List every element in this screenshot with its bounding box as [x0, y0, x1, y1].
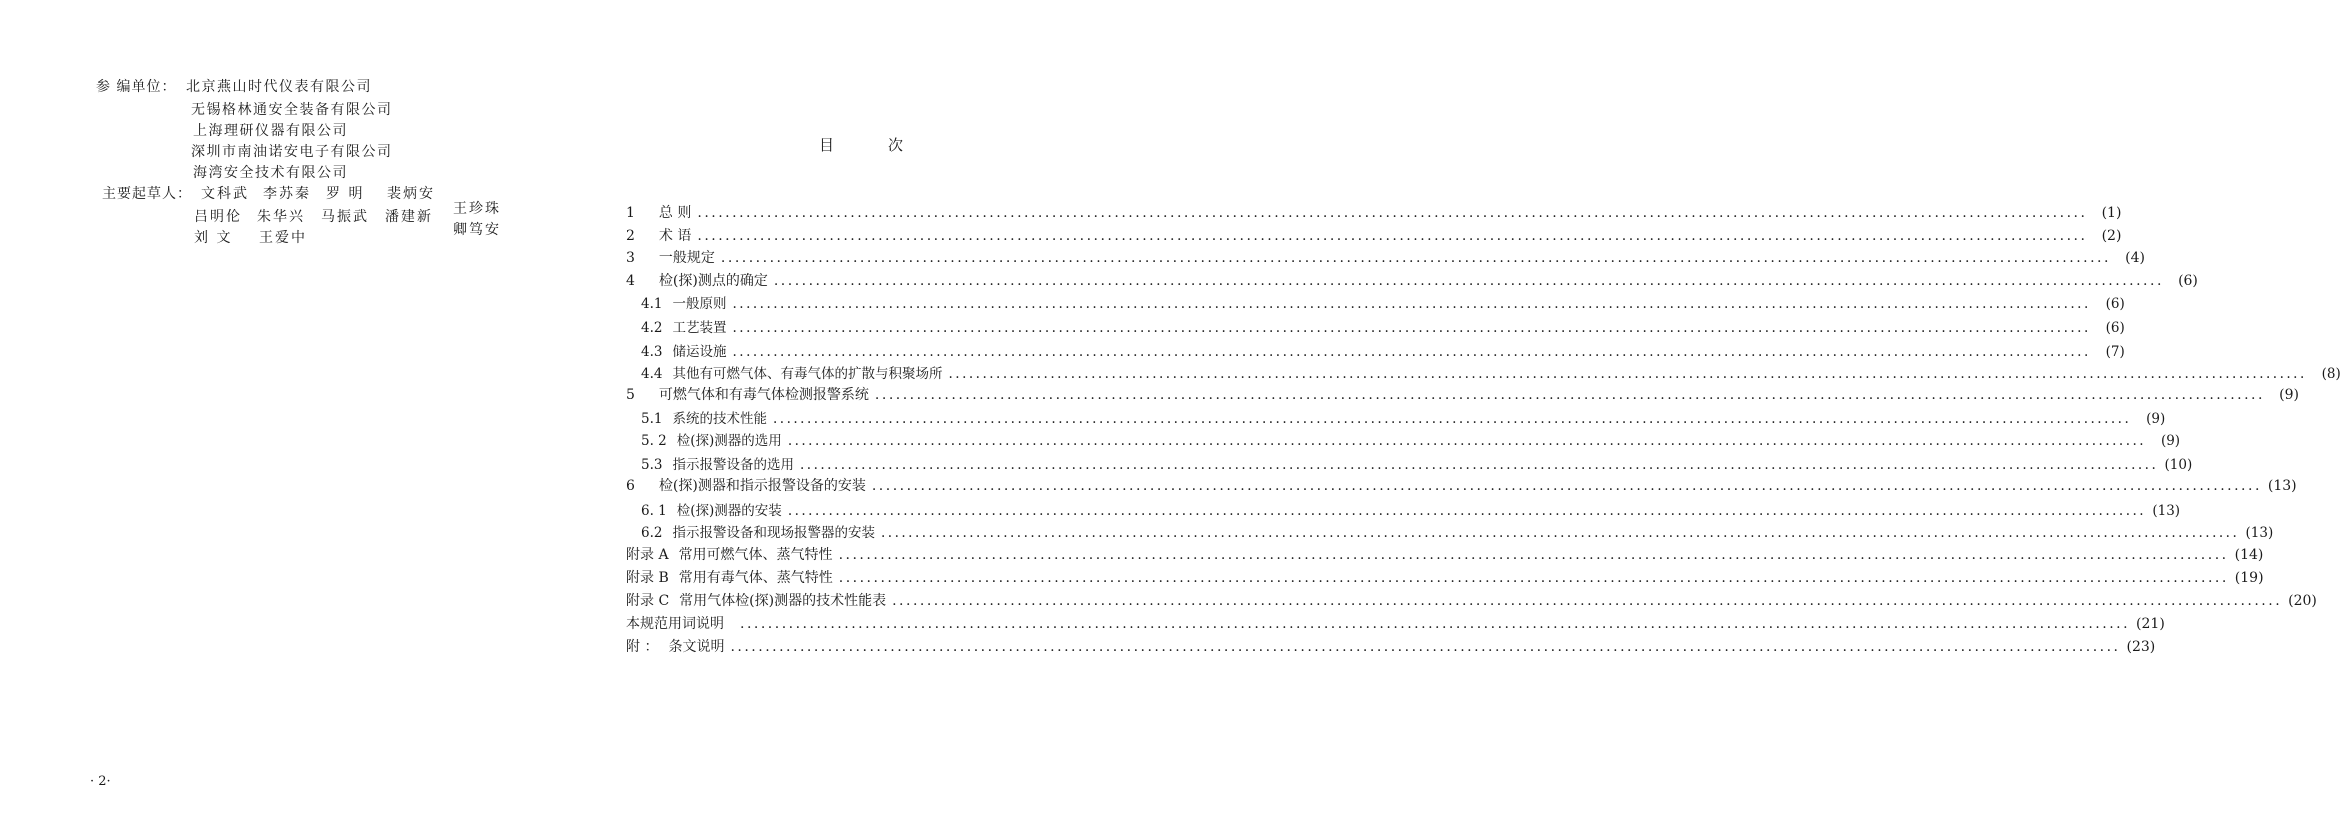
toc-entry-page: (23): [2126, 639, 2156, 655]
toc-leader-dots: ........................................................................................................................................................................................................: [772, 411, 2132, 427]
toc-entry[interactable]: [641, 429, 2181, 449]
toc-leader-dots: ........................................................................................................................................................................................................: [732, 296, 2091, 312]
toc-entry-number: 6. 1: [641, 503, 667, 519]
toc-entry-title: 常用可燃气体、蒸气特性: [678, 547, 833, 563]
toc-entry-title: 一般规定: [658, 250, 715, 266]
toc-entry-page: (9): [2146, 411, 2166, 427]
toc-entry-page: (1): [2101, 205, 2122, 221]
toc-leader-dots: ........................................................................................................................................................................................................: [948, 366, 2307, 382]
toc-title-right: 次: [888, 136, 904, 154]
toc-entry[interactable]: [641, 340, 2125, 360]
toc-entry-page: (6): [2178, 273, 2198, 289]
toc-entry[interactable]: [641, 407, 2166, 427]
toc-entry[interactable]: [626, 544, 2264, 564]
drafter-name: 朱华兴: [257, 209, 305, 225]
drafter-name: 李苏秦: [263, 186, 311, 202]
toc-entry-number: 6.2: [641, 525, 663, 541]
toc-leader-dots: ........................................................................................................................................................................................................: [720, 250, 2111, 266]
toc-leader-dots: ........................................................................................................................................................................................................: [787, 433, 2147, 449]
toc-entry-title: 总 则: [658, 205, 692, 221]
page-number: · 2·: [90, 774, 111, 789]
toc-leader-dots: ........................................................................................................................................................................................................: [787, 503, 2147, 519]
toc-entry-title: 常用有毒气体、蒸气特性: [678, 570, 833, 586]
toc-entry-page: (13): [2152, 503, 2181, 519]
participating-unit: 无锡格林通安全装备有限公司: [191, 102, 393, 118]
toc-entry[interactable]: [626, 270, 2198, 290]
toc-leader-dots: ........................................................................................................................................................................................................: [799, 457, 2159, 473]
toc-entry-number: 4: [626, 273, 635, 289]
toc-entry-number: 6: [626, 478, 635, 494]
toc-entry-page: (6): [2105, 320, 2125, 336]
toc-entry-page: (10): [2164, 457, 2193, 473]
toc-entry-title: 指示报警设备和现场报警器的安装: [672, 525, 875, 541]
drafter-name: 刘 文: [194, 230, 233, 246]
toc-leader-dots: ........................................................................................................................................................................................................: [732, 344, 2091, 360]
toc-entry[interactable]: [641, 292, 2125, 312]
participating-unit: 海湾安全技术有限公司: [193, 165, 348, 181]
toc-entry-title: 一般原则: [672, 296, 727, 312]
toc-entry-number: 1: [626, 205, 635, 221]
drafter-name: 潘建新: [385, 209, 433, 225]
toc-entry-page: (7): [2105, 344, 2125, 360]
drafter-name: 马振武: [321, 209, 369, 225]
toc-entry-title: 常用气体检(探)测器的技术性能表: [679, 593, 887, 609]
participating-unit: 深圳市南油诺安电子有限公司: [191, 144, 393, 160]
toc-entry-number: 附录 B: [626, 570, 669, 586]
toc-entry-page: (19): [2234, 570, 2264, 586]
drafter-name: 王爱中: [259, 230, 307, 246]
toc-entry[interactable]: [626, 247, 2145, 267]
toc-entry-number: 4.4: [641, 366, 663, 382]
toc-title-left: 目: [819, 136, 835, 154]
toc-entry[interactable]: [641, 362, 2341, 382]
toc-entry-number: 本规范用词说明: [626, 616, 724, 632]
toc-entry-number: 5: [626, 387, 635, 403]
toc-entry-number: 4.2: [641, 320, 663, 336]
toc-entry[interactable]: [626, 567, 2264, 587]
toc-entry-page: (2): [2101, 228, 2122, 244]
drafter-name: 吕明伦: [194, 209, 242, 225]
toc-entry-number: 5.3: [641, 457, 663, 473]
toc-entry[interactable]: [626, 475, 2297, 495]
toc-entry-number: 附 ：: [626, 639, 659, 655]
toc-entry[interactable]: [626, 590, 2317, 610]
participating-unit: 北京燕山时代仪表有限公司: [186, 79, 372, 95]
toc-entry-title: 可燃气体和有毒气体检测报警系统: [658, 387, 869, 403]
toc-entry-page: (8): [2321, 366, 2341, 382]
toc-entry-title: 条文说明: [668, 639, 725, 655]
toc-entry-page: (6): [2105, 296, 2125, 312]
main-drafters-label: 主要起草人：: [102, 186, 192, 202]
toc-entry[interactable]: [626, 225, 2122, 245]
toc-leader-dots: ........................................................................................................................................................................................................: [874, 387, 2265, 403]
drafter-name: 罗 明: [326, 186, 365, 202]
toc-entry-title: 系统的技术性能: [672, 411, 767, 427]
toc-entry[interactable]: [626, 202, 2122, 222]
toc-leader-dots: ........................................................................................................................................................................................................: [773, 273, 2164, 289]
toc-entry-title: 术 语: [658, 228, 692, 244]
toc-title: [819, 134, 903, 155]
toc-entry-title: 检(探)测点的确定: [658, 273, 768, 289]
toc-entry-title: 其他有可燃气体、有毒气体的扩散与积聚场所: [672, 366, 943, 382]
toc-entry[interactable]: [641, 453, 2193, 473]
toc-entry[interactable]: [626, 384, 2299, 404]
toc-entry[interactable]: [626, 613, 2165, 633]
toc-entry-number: 附录 A: [626, 547, 669, 563]
drafter-name: 文科武: [201, 186, 249, 202]
participating-unit: 上海理研仪器有限公司: [193, 123, 348, 139]
toc-leader-dots: ........................................................................................................................................................................................................: [697, 205, 2088, 221]
toc-leader-dots: ........................................................................................................................................................................................................: [838, 570, 2229, 586]
toc-entry[interactable]: [641, 499, 2181, 519]
toc-entry-number: 附录 C: [626, 593, 670, 609]
drafter-name: 卿笃安: [453, 222, 501, 238]
toc-entry-number: 5. 2: [641, 433, 667, 449]
drafter-name: 裴炳安: [387, 186, 435, 202]
toc-entry-number: 5.1: [641, 411, 663, 427]
toc-leader-dots: ........................................................................................................................................................................................................: [740, 616, 2131, 632]
toc-entry-page: (21): [2136, 616, 2165, 632]
toc-entry[interactable]: [626, 636, 2156, 656]
toc-entry-page: (13): [2245, 525, 2274, 541]
toc-leader-dots: ........................................................................................................................................................................................................: [732, 320, 2091, 336]
toc-entry[interactable]: [641, 316, 2125, 336]
toc-entry-page: (9): [2279, 387, 2299, 403]
toc-leader-dots: ........................................................................................................................................................................................................: [892, 593, 2283, 609]
participating-units-label: 参 编单位：: [96, 79, 177, 95]
toc-entry-title: 检(探)测器和指示报警设备的安装: [658, 478, 866, 494]
toc-entry-title: 检(探)测器的安装: [676, 503, 782, 519]
toc-leader-dots: ........................................................................................................................................................................................................: [838, 547, 2229, 563]
toc-entry-number: 2: [626, 228, 635, 244]
toc-entry[interactable]: [641, 521, 2274, 541]
toc-entry-title: 指示报警设备的选用: [672, 457, 794, 473]
toc-leader-dots: ........................................................................................................................................................................................................: [880, 525, 2240, 541]
toc-entry-title: 工艺装置: [672, 320, 727, 336]
toc-leader-dots: ........................................................................................................................................................................................................: [730, 639, 2121, 655]
drafter-name: 王珍珠: [453, 201, 501, 217]
toc-entry-page: (14): [2234, 547, 2264, 563]
toc-leader-dots: ........................................................................................................................................................................................................: [871, 478, 2262, 494]
toc-entry-page: (9): [2160, 433, 2181, 449]
toc-entry-number: 3: [626, 250, 635, 266]
toc-entry-number: 4.3: [641, 344, 663, 360]
toc-entry-title: 检(探)测器的选用: [676, 433, 782, 449]
toc-entry-page: (13): [2267, 478, 2297, 494]
toc-entry-page: (4): [2125, 250, 2145, 266]
toc-entry-page: (20): [2288, 593, 2317, 609]
toc-entry-number: 4.1: [641, 296, 663, 312]
toc-leader-dots: ........................................................................................................................................................................................................: [697, 228, 2088, 244]
toc-entry-title: 储运设施: [672, 344, 727, 360]
